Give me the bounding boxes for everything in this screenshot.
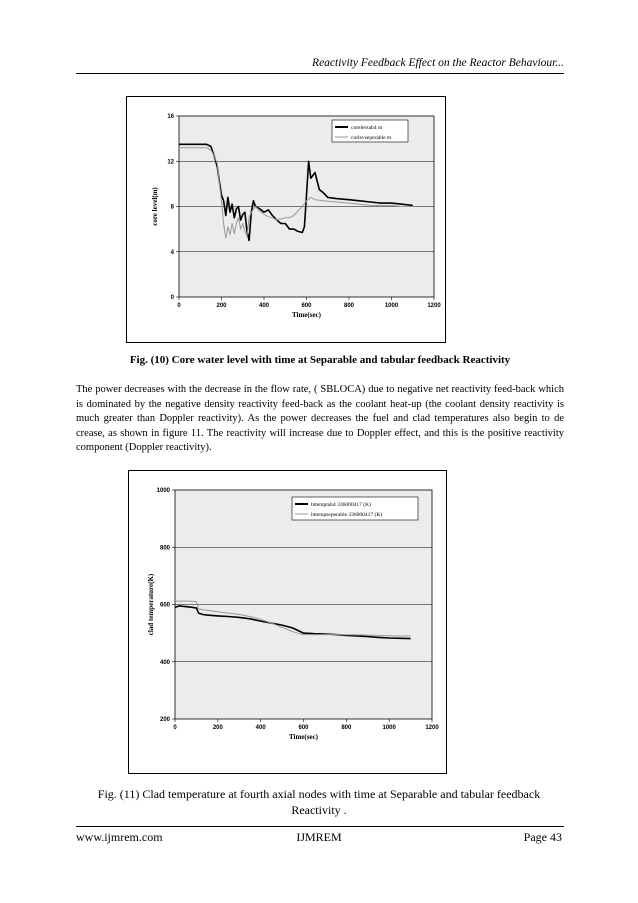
y-tick-label: 400 [159,659,170,666]
x-tick-label: 1200 [427,303,441,309]
x-tick-label: 600 [298,725,309,731]
x-tick-label: 1200 [425,725,439,731]
x-tick-label: 0 [177,303,181,309]
x-tick-label: 800 [341,725,352,731]
footer-page-number: Page 43 [523,830,562,844]
y-tick-label: 1000 [156,488,170,494]
legend-label: httempseperable 336000417 (K) [311,512,383,518]
y-tick-label: 4 [170,249,174,256]
x-axis-label: Time(sec) [288,733,319,741]
figure-10-caption: Fig. (10) Core water level with time at Separable and tabular feedback Reactivity [129,354,511,366]
x-tick-label: 0 [173,725,177,731]
figure-11-chart [128,470,447,774]
x-tick-label: 1000 [382,725,396,731]
legend-label: httemptab4 336000417 (K) [311,502,371,508]
y-tick-label: 12 [167,159,174,166]
y-tick-label: 600 [159,602,170,609]
x-tick-label: 200 [216,303,227,309]
x-tick-label: 200 [212,725,223,731]
figure-11-caption [90,786,548,818]
x-tick-label: 600 [301,303,312,309]
chart-clad-temperature [129,471,446,773]
y-tick-label: 16 [167,114,174,120]
header-rule [76,73,564,74]
y-tick-label: 800 [159,545,170,552]
y-tick-label: 200 [159,717,170,723]
footer-rule [76,826,564,827]
x-tick-label: 400 [255,725,266,731]
x-tick-label: 800 [343,303,355,309]
y-tick-label: 8 [170,204,174,211]
figure-10-chart [126,96,446,343]
body-paragraph: The power decreases with the decrease in the flow rate, ( SBLOCA) due to negative net reactivity feed-back which is dominated by the negative density reactivity feed-back as the coolant heat-up (the coolant density reactivity is much greater than Doppler reactivity). As the power decreases the fuel and clad temperatures also begin to de crease, as shown in figure 11. The reactivity will increase due to Doppler effect, and this is the positive reactivity component (Doppler reactivity). [76,384,564,454]
y-axis-label: core level(m) [151,187,159,226]
y-tick-label: 0 [170,295,174,301]
chart-core-level [127,97,445,342]
x-tick-label: 400 [258,303,270,309]
legend-label: corlevseperable m [351,135,392,141]
footer-website: www.ijmrem.com [76,830,163,844]
figure-11-caption-line1: Fig. (11) Clad temperature at fourth axial nodes with time at Separable and tabular feedback [97,787,541,801]
footer-journal: IJMREM [296,830,342,844]
figure-11-caption-line2: Reactivity . [291,803,347,817]
x-tick-label: 1000 [384,303,399,309]
legend-label: corelevtab4 m [351,125,383,131]
x-axis-label: Time(sec) [291,311,322,319]
page-header-title: Reactivity Feedback Effect on the Reactor Behaviour... [312,57,564,69]
y-axis-label: clad temperature(K) [147,573,155,636]
